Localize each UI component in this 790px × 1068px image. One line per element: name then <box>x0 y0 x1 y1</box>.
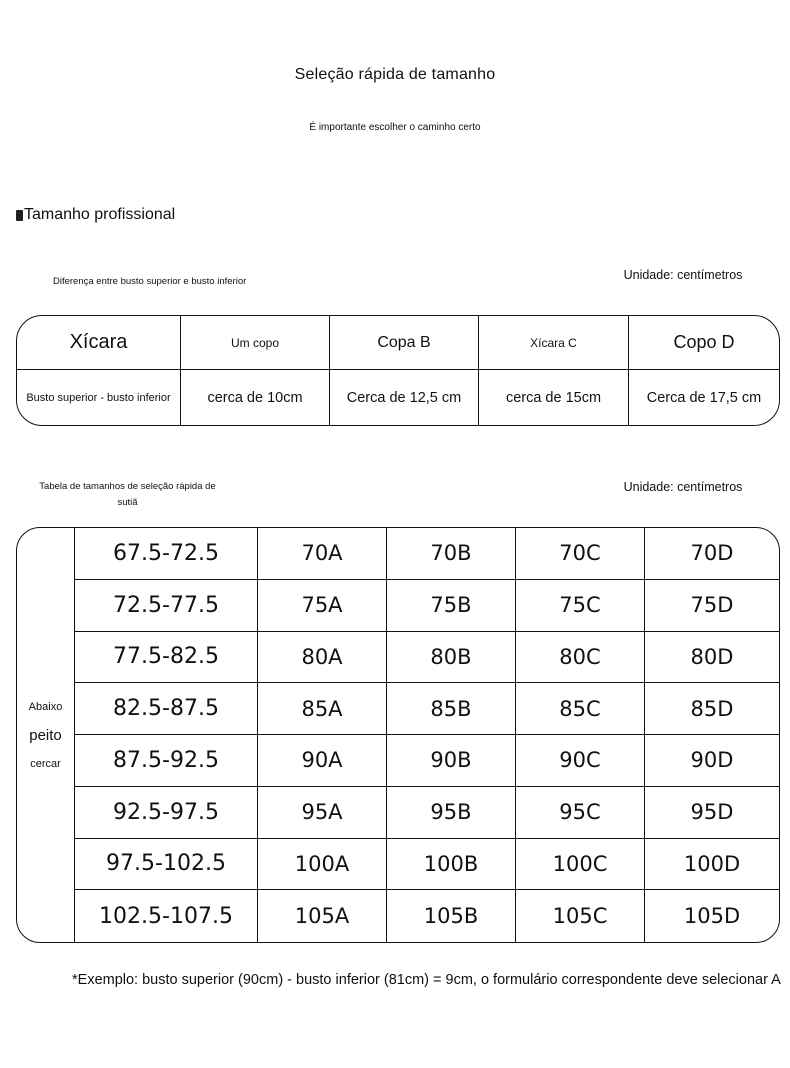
size-cell: 105D <box>683 904 741 929</box>
size-cell: 95B <box>387 787 516 839</box>
cup-table-unit: Unidade: centímetros <box>623 268 743 282</box>
underbust-label-line: peito <box>29 726 62 744</box>
size-grid <box>75 528 779 942</box>
size-cell: 90D <box>645 735 779 787</box>
size-table-unit: Unidade: centímetros <box>623 480 743 494</box>
underbust-range-cell: 102.5-107.5 <box>75 890 258 942</box>
size-cell: 75B <box>387 580 516 632</box>
size-cell: 70D <box>645 528 779 580</box>
size-cell: 80C <box>516 632 645 684</box>
cup-header-cell: Xícara <box>17 316 181 370</box>
size-cell: 105C <box>516 890 645 942</box>
underbust-label-column <box>17 528 75 942</box>
section-heading <box>16 206 175 224</box>
cup-header-cell: Um copo <box>181 316 330 370</box>
section-title: Tamanho profissional <box>24 206 176 223</box>
size-cell: 105B <box>387 890 516 942</box>
page-title: Seleção rápida de tamanho <box>294 66 496 83</box>
bra-size-table <box>16 527 780 943</box>
size-cell: 85C <box>516 683 645 735</box>
size-cell: 80B <box>387 632 516 684</box>
cup-value-cell: Cerca de 17,5 cm <box>646 389 762 406</box>
size-cell: 75D <box>645 580 779 632</box>
cup-header-cell: Copa B <box>330 316 479 370</box>
size-cell: 95A <box>258 787 387 839</box>
size-cell: 100C <box>516 839 645 891</box>
underbust-label-line: Abaixo <box>28 700 63 713</box>
cup-row-label: Busto superior - busto inferior <box>17 370 181 425</box>
size-cell: 85A <box>258 683 387 735</box>
cup-header-cell: Copo D <box>629 316 779 370</box>
size-cell: 105A <box>258 890 387 942</box>
underbust-range-cell: 97.5-102.5 <box>75 839 258 891</box>
example-note: *Exemplo: busto superior (90cm) - busto inferior (81cm) = 9cm, o formulário correspondente deve selecionar A <box>72 972 781 988</box>
cup-header-cell: Xícara C <box>479 316 629 370</box>
cup-value-cell: cerca de 15cm <box>479 370 629 425</box>
size-cell: 75C <box>516 580 645 632</box>
size-cell: 100D <box>645 839 779 891</box>
cup-value-cell: Cerca de 12,5 cm <box>330 370 479 425</box>
size-cell: 100B <box>387 839 516 891</box>
size-cell: 80A <box>258 632 387 684</box>
underbust-range-cell: 82.5-87.5 <box>75 683 258 735</box>
size-cell: 80D <box>645 632 779 684</box>
underbust-range-cell: 72.5-77.5 <box>75 580 258 632</box>
size-cell: 70C <box>516 528 645 580</box>
size-table-caption: Tabela de tamanhos de seleção rápida de sutiã <box>39 481 216 508</box>
page-subtitle: É importante escolher o caminho certo <box>309 122 481 133</box>
size-cell: 70B <box>387 528 516 580</box>
size-cell: 70A <box>258 528 387 580</box>
size-cell: 75A <box>258 580 387 632</box>
size-cell: 85D <box>645 683 779 735</box>
size-cell: 95D <box>645 787 779 839</box>
underbust-range-cell: 67.5-72.5 <box>75 528 258 580</box>
bullet-icon <box>16 210 23 221</box>
underbust-range-cell: 87.5-92.5 <box>75 735 258 787</box>
underbust-range-cell: 77.5-82.5 <box>75 632 258 684</box>
cup-difference-table <box>16 315 780 426</box>
size-cell: 100A <box>258 839 387 891</box>
cup-value-cell: cerca de 10cm <box>181 370 330 425</box>
cup-table-caption: Diferença entre busto superior e busto inferior <box>53 276 247 287</box>
size-cell: 90C <box>516 735 645 787</box>
underbust-range-cell: 92.5-97.5 <box>75 787 258 839</box>
underbust-label-line: cercar <box>30 757 61 770</box>
size-cell: 95C <box>516 787 645 839</box>
size-cell: 85B <box>387 683 516 735</box>
size-cell: 90A <box>258 735 387 787</box>
size-cell: 90B <box>387 735 516 787</box>
